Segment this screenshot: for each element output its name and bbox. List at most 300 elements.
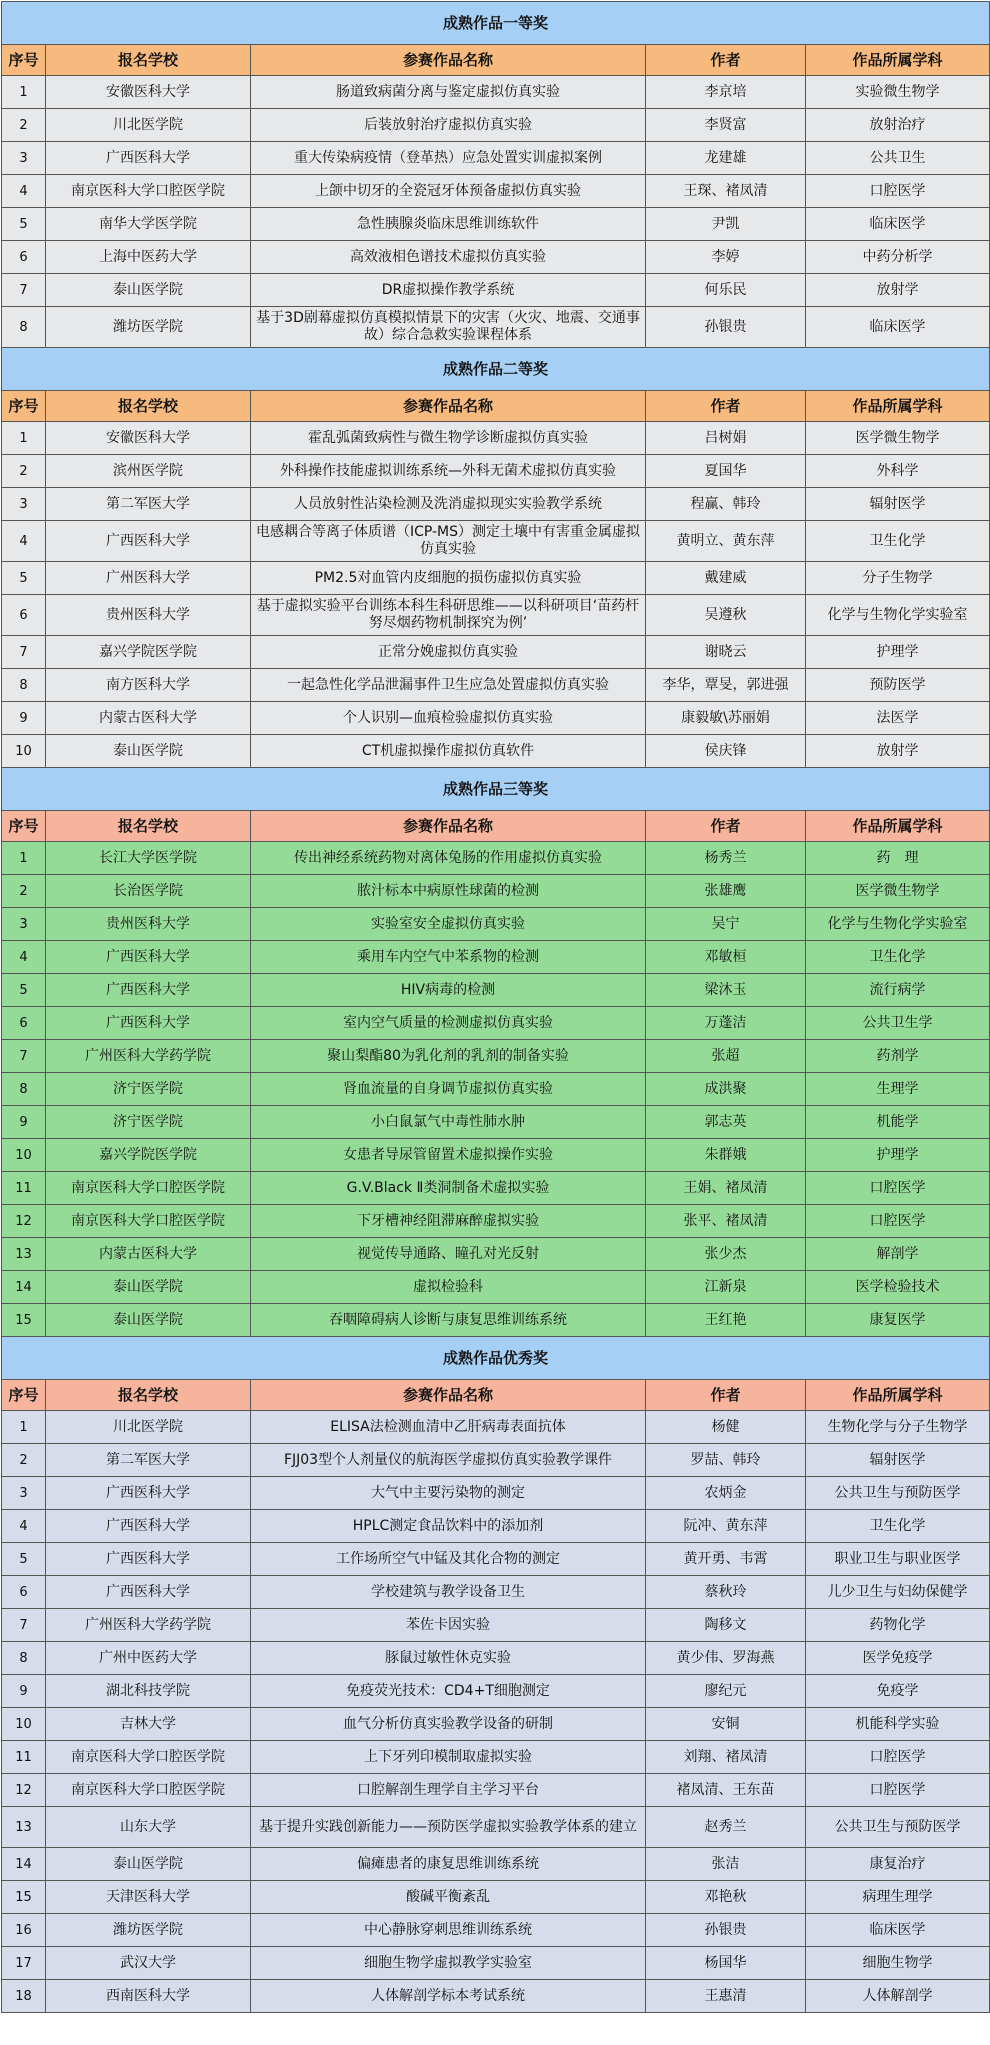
table-row (2, 1411, 990, 1444)
cell-index: 8 (2, 1073, 46, 1106)
cell-index: 11 (2, 1741, 46, 1774)
cell-author: 张平、褚凤清 (646, 1205, 806, 1238)
awards-table-body (2, 2, 990, 2013)
cell-index: 6 (2, 1576, 46, 1609)
cell-title: 肠道致病菌分离与鉴定虚拟仿真实验 (251, 76, 646, 109)
cell-index: 1 (2, 76, 46, 109)
cell-subject: 公共卫生与预防医学 (806, 1477, 990, 1510)
cell-index: 4 (2, 1510, 46, 1543)
cell-title: 口腔解剖生理学自主学习平台 (251, 1774, 646, 1807)
cell-school: 广西医科大学 (46, 1510, 251, 1543)
table-row (2, 1477, 990, 1510)
cell-school: 吉林大学 (46, 1708, 251, 1741)
cell-author: 程赢、韩玲 (646, 488, 806, 521)
cell-author: 邓艳秋 (646, 1881, 806, 1914)
cell-index: 15 (2, 1881, 46, 1914)
cell-title: 实验室安全虚拟仿真实验 (251, 908, 646, 941)
cell-title: 基于3D剧幕虚拟仿真模拟情景下的灾害（火灾、地震、交通事故）综合急救实验课程体系 (251, 307, 646, 348)
cell-author: 吴遵秋 (646, 595, 806, 636)
cell-subject: 康复医学 (806, 1304, 990, 1337)
cell-author: 张洁 (646, 1848, 806, 1881)
header-subject: 作品所属学科 (806, 811, 990, 842)
header-school: 报名学校 (46, 45, 251, 76)
cell-title: 室内空气质量的检测虚拟仿真实验 (251, 1007, 646, 1040)
header-subject: 作品所属学科 (806, 1380, 990, 1411)
cell-school: 川北医学院 (46, 1411, 251, 1444)
table-row (2, 1609, 990, 1642)
cell-title: 小白鼠氯气中毒性肺水肿 (251, 1106, 646, 1139)
header-subject: 作品所属学科 (806, 45, 990, 76)
cell-author: 尹凯 (646, 208, 806, 241)
table-row (2, 974, 990, 1007)
cell-author: 刘翔、褚凤清 (646, 1741, 806, 1774)
cell-title: 人体解剖学标本考试系统 (251, 1980, 646, 2013)
cell-title: 乘用车内空气中苯系物的检测 (251, 941, 646, 974)
cell-subject: 口腔医学 (806, 1172, 990, 1205)
cell-author: 戴建威 (646, 562, 806, 595)
cell-author: 黄少伟、罗海燕 (646, 1642, 806, 1675)
cell-index: 15 (2, 1304, 46, 1337)
cell-title: 聚山梨酯80为乳化剂的乳剂的制备实验 (251, 1040, 646, 1073)
cell-subject: 生理学 (806, 1073, 990, 1106)
header-title: 参赛作品名称 (251, 45, 646, 76)
cell-author: 吴宁 (646, 908, 806, 941)
cell-author: 农炳金 (646, 1477, 806, 1510)
header-row (2, 45, 990, 76)
cell-author: 康毅敏\苏丽娟 (646, 702, 806, 735)
cell-subject: 康复治疗 (806, 1848, 990, 1881)
cell-author: 褚凤清、王东苗 (646, 1774, 806, 1807)
cell-title: 高效液相色谱技术虚拟仿真实验 (251, 241, 646, 274)
cell-author: 王琛、褚凤清 (646, 175, 806, 208)
cell-subject: 实验微生物学 (806, 76, 990, 109)
table-row (2, 307, 990, 348)
cell-school: 泰山医学院 (46, 1271, 251, 1304)
section-title: 成熟作品三等奖 (2, 768, 990, 811)
cell-index: 3 (2, 488, 46, 521)
cell-school: 贵州医科大学 (46, 595, 251, 636)
cell-school: 南方医科大学 (46, 669, 251, 702)
table-row (2, 455, 990, 488)
table-row (2, 76, 990, 109)
cell-author: 蔡秋玲 (646, 1576, 806, 1609)
table-row (2, 735, 990, 768)
cell-index: 3 (2, 142, 46, 175)
cell-title: G.V.Black Ⅱ类洞制备术虚拟实验 (251, 1172, 646, 1205)
cell-subject: 机能科学实验 (806, 1708, 990, 1741)
table-row (2, 1708, 990, 1741)
cell-title: 正常分娩虚拟仿真实验 (251, 636, 646, 669)
cell-index: 9 (2, 1675, 46, 1708)
cell-title: CT机虚拟操作虚拟仿真软件 (251, 735, 646, 768)
cell-title: 上下牙列印模制取虚拟实验 (251, 1741, 646, 1774)
cell-author: 廖纪元 (646, 1675, 806, 1708)
header-school: 报名学校 (46, 391, 251, 422)
cell-author: 张超 (646, 1040, 806, 1073)
cell-index: 7 (2, 1609, 46, 1642)
cell-school: 南华大学医学院 (46, 208, 251, 241)
cell-index: 1 (2, 1411, 46, 1444)
section-title-row (2, 348, 990, 391)
cell-school: 山东大学 (46, 1807, 251, 1848)
table-row (2, 241, 990, 274)
table-row (2, 842, 990, 875)
table-row (2, 1510, 990, 1543)
cell-school: 内蒙古医科大学 (46, 702, 251, 735)
cell-title: 血气分析仿真实验教学设备的研制 (251, 1708, 646, 1741)
cell-author: 朱群娥 (646, 1139, 806, 1172)
cell-subject: 临床医学 (806, 1914, 990, 1947)
cell-author: 邓敏桓 (646, 941, 806, 974)
header-index: 序号 (2, 811, 46, 842)
cell-school: 广州中医药大学 (46, 1642, 251, 1675)
table-row (2, 1947, 990, 1980)
cell-author: 黄明立、黄东萍 (646, 521, 806, 562)
cell-title: 肾血流量的自身调节虚拟仿真实验 (251, 1073, 646, 1106)
header-subject: 作品所属学科 (806, 391, 990, 422)
cell-subject: 化学与生物化学实验室 (806, 595, 990, 636)
cell-school: 第二军医大学 (46, 488, 251, 521)
cell-title: 霍乱弧菌致病性与微生物学诊断虚拟仿真实验 (251, 422, 646, 455)
cell-title: 女患者导尿管留置术虚拟操作实验 (251, 1139, 646, 1172)
cell-index: 16 (2, 1914, 46, 1947)
cell-index: 5 (2, 208, 46, 241)
cell-author: 李贤富 (646, 109, 806, 142)
table-row (2, 908, 990, 941)
cell-school: 第二军医大学 (46, 1444, 251, 1477)
cell-subject: 口腔医学 (806, 1205, 990, 1238)
header-row (2, 811, 990, 842)
cell-author: 何乐民 (646, 274, 806, 307)
cell-index: 4 (2, 521, 46, 562)
cell-title: 吞咽障碍病人诊断与康复思维训练系统 (251, 1304, 646, 1337)
cell-subject: 护理学 (806, 636, 990, 669)
cell-title: 基于虚拟实验平台训练本科生科研思维——以科研项目‘苗药杆努尽烟药物机制探究为例’ (251, 595, 646, 636)
cell-school: 泰山医学院 (46, 1304, 251, 1337)
header-title: 参赛作品名称 (251, 391, 646, 422)
cell-school: 贵州医科大学 (46, 908, 251, 941)
cell-index: 7 (2, 1040, 46, 1073)
cell-index: 3 (2, 1477, 46, 1510)
cell-subject: 公共卫生与预防医学 (806, 1807, 990, 1848)
cell-school: 广西医科大学 (46, 1543, 251, 1576)
cell-subject: 儿少卫生与妇幼保健学 (806, 1576, 990, 1609)
cell-index: 14 (2, 1271, 46, 1304)
cell-author: 黄开勇、韦霄 (646, 1543, 806, 1576)
cell-subject: 病理生理学 (806, 1881, 990, 1914)
cell-school: 潍坊医学院 (46, 1914, 251, 1947)
table-row (2, 562, 990, 595)
cell-index: 9 (2, 1106, 46, 1139)
cell-title: 苯佐卡因实验 (251, 1609, 646, 1642)
cell-school: 南京医科大学口腔医学院 (46, 1741, 251, 1774)
header-school: 报名学校 (46, 811, 251, 842)
cell-index: 7 (2, 274, 46, 307)
cell-index: 8 (2, 307, 46, 348)
cell-index: 9 (2, 702, 46, 735)
section-title-row (2, 768, 990, 811)
cell-title: 脓汁标本中病原性球菌的检测 (251, 875, 646, 908)
cell-index: 12 (2, 1774, 46, 1807)
cell-school: 西南医科大学 (46, 1980, 251, 2013)
table-row (2, 1040, 990, 1073)
section-title: 成熟作品一等奖 (2, 2, 990, 45)
cell-author: 江新泉 (646, 1271, 806, 1304)
cell-index: 3 (2, 908, 46, 941)
table-row (2, 702, 990, 735)
cell-index: 6 (2, 1007, 46, 1040)
cell-author: 万蓬洁 (646, 1007, 806, 1040)
cell-school: 广州医科大学药学院 (46, 1040, 251, 1073)
table-row (2, 941, 990, 974)
table-row (2, 1576, 990, 1609)
cell-school: 广州医科大学 (46, 562, 251, 595)
cell-school: 广西医科大学 (46, 142, 251, 175)
cell-author: 赵秀兰 (646, 1807, 806, 1848)
cell-index: 6 (2, 595, 46, 636)
table-row (2, 1172, 990, 1205)
cell-school: 潍坊医学院 (46, 307, 251, 348)
header-index: 序号 (2, 1380, 46, 1411)
cell-subject: 中药分析学 (806, 241, 990, 274)
table-row (2, 1848, 990, 1881)
table-row (2, 1807, 990, 1848)
table-row (2, 109, 990, 142)
cell-school: 泰山医学院 (46, 735, 251, 768)
cell-subject: 护理学 (806, 1139, 990, 1172)
header-author: 作者 (646, 1380, 806, 1411)
header-row (2, 1380, 990, 1411)
cell-subject: 化学与生物化学实验室 (806, 908, 990, 941)
cell-school: 广州医科大学药学院 (46, 1609, 251, 1642)
table-row (2, 1304, 990, 1337)
cell-author: 杨秀兰 (646, 842, 806, 875)
table-row (2, 422, 990, 455)
header-school: 报名学校 (46, 1380, 251, 1411)
cell-subject: 机能学 (806, 1106, 990, 1139)
cell-school: 南京医科大学口腔医学院 (46, 1774, 251, 1807)
cell-author: 吕树娟 (646, 422, 806, 455)
cell-subject: 医学免疫学 (806, 1642, 990, 1675)
cell-subject: 放射治疗 (806, 109, 990, 142)
cell-school: 广西医科大学 (46, 1007, 251, 1040)
cell-index: 8 (2, 669, 46, 702)
cell-school: 广西医科大学 (46, 974, 251, 1007)
cell-title: 下牙槽神经阻滞麻醉虚拟实验 (251, 1205, 646, 1238)
cell-subject: 口腔医学 (806, 175, 990, 208)
cell-author: 杨健 (646, 1411, 806, 1444)
cell-index: 13 (2, 1807, 46, 1848)
header-index: 序号 (2, 45, 46, 76)
cell-title: DR虚拟操作教学系统 (251, 274, 646, 307)
cell-title: FJJ03型个人剂量仪的航海医学虚拟仿真实验教学课件 (251, 1444, 646, 1477)
cell-title: HPLC测定食品饮料中的添加剂 (251, 1510, 646, 1543)
table-row (2, 1642, 990, 1675)
watermark-text: 大牧新闻 (6, 2019, 71, 2038)
table-row (2, 521, 990, 562)
cell-index: 10 (2, 735, 46, 768)
cell-author: 罗喆、韩玲 (646, 1444, 806, 1477)
cell-title: 大气中主要污染物的测定 (251, 1477, 646, 1510)
header-author: 作者 (646, 811, 806, 842)
cell-author: 郭志英 (646, 1106, 806, 1139)
cell-index: 8 (2, 1642, 46, 1675)
cell-author: 杨国华 (646, 1947, 806, 1980)
cell-subject: 辐射医学 (806, 1444, 990, 1477)
cell-title: 偏瘫患者的康复思维训练系统 (251, 1848, 646, 1881)
header-row (2, 391, 990, 422)
cell-subject: 医学微生物学 (806, 422, 990, 455)
table-row (2, 1980, 990, 2013)
cell-school: 南京医科大学口腔医学院 (46, 1205, 251, 1238)
table-row (2, 1205, 990, 1238)
header-title: 参赛作品名称 (251, 811, 646, 842)
cell-title: 免疫荧光技术：CD4+T细胞测定 (251, 1675, 646, 1708)
cell-title: 虚拟检验科 (251, 1271, 646, 1304)
cell-index: 13 (2, 1238, 46, 1271)
cell-index: 5 (2, 562, 46, 595)
table-row (2, 1741, 990, 1774)
cell-index: 11 (2, 1172, 46, 1205)
cell-author: 王红艳 (646, 1304, 806, 1337)
cell-title: 上颌中切牙的全瓷冠牙体预备虚拟仿真实验 (251, 175, 646, 208)
cell-subject: 药剂学 (806, 1040, 990, 1073)
header-index: 序号 (2, 391, 46, 422)
header-author: 作者 (646, 45, 806, 76)
cell-title: 学校建筑与教学设备卫生 (251, 1576, 646, 1609)
cell-subject: 人体解剖学 (806, 1980, 990, 2013)
cell-school: 广西医科大学 (46, 1576, 251, 1609)
cell-index: 2 (2, 1444, 46, 1477)
table-row (2, 1914, 990, 1947)
table-row (2, 208, 990, 241)
cell-school: 济宁医学院 (46, 1073, 251, 1106)
section-title-row (2, 2, 990, 45)
cell-author: 王娟、褚凤清 (646, 1172, 806, 1205)
table-row (2, 1543, 990, 1576)
cell-author: 李华，覃旻，郭进强 (646, 669, 806, 702)
cell-index: 2 (2, 455, 46, 488)
cell-school: 南京医科大学口腔医学院 (46, 1172, 251, 1205)
cell-title: 基于提升实践创新能力——预防医学虚拟实验教学体系的建立 (251, 1807, 646, 1848)
cell-author: 孙银贵 (646, 1914, 806, 1947)
cell-index: 17 (2, 1947, 46, 1980)
cell-index: 7 (2, 636, 46, 669)
cell-subject: 药 理 (806, 842, 990, 875)
cell-index: 10 (2, 1139, 46, 1172)
cell-school: 长治医学院 (46, 875, 251, 908)
cell-title: 细胞生物学虚拟教学实验室 (251, 1947, 646, 1980)
section-title: 成熟作品优秀奖 (2, 1337, 990, 1380)
cell-subject: 公共卫生学 (806, 1007, 990, 1040)
cell-subject: 临床医学 (806, 307, 990, 348)
cell-index: 5 (2, 1543, 46, 1576)
cell-subject: 细胞生物学 (806, 1947, 990, 1980)
cell-title: 重大传染病疫情（登革热）应急处置实训虚拟案例 (251, 142, 646, 175)
cell-school: 天津医科大学 (46, 1881, 251, 1914)
table-row (2, 595, 990, 636)
cell-author: 李京培 (646, 76, 806, 109)
table-row (2, 1881, 990, 1914)
table-row (2, 1106, 990, 1139)
cell-school: 泰山医学院 (46, 274, 251, 307)
table-row (2, 1238, 990, 1271)
cell-subject: 口腔医学 (806, 1774, 990, 1807)
cell-subject: 卫生化学 (806, 521, 990, 562)
cell-subject: 生物化学与分子生物学 (806, 1411, 990, 1444)
cell-school: 武汉大学 (46, 1947, 251, 1980)
cell-school: 南京医科大学口腔医学院 (46, 175, 251, 208)
cell-subject: 药物化学 (806, 1609, 990, 1642)
cell-title: 中心静脉穿刺思维训练系统 (251, 1914, 646, 1947)
cell-school: 上海中医药大学 (46, 241, 251, 274)
cell-school: 嘉兴学院医学院 (46, 1139, 251, 1172)
table-row (2, 1007, 990, 1040)
cell-school: 安徽医科大学 (46, 76, 251, 109)
cell-subject: 医学微生物学 (806, 875, 990, 908)
cell-school: 广西医科大学 (46, 1477, 251, 1510)
table-row (2, 636, 990, 669)
cell-subject: 放射学 (806, 274, 990, 307)
cell-index: 4 (2, 941, 46, 974)
cell-index: 2 (2, 109, 46, 142)
cell-school: 湖北科技学院 (46, 1675, 251, 1708)
table-row (2, 1774, 990, 1807)
cell-index: 1 (2, 842, 46, 875)
table-row (2, 1271, 990, 1304)
cell-index: 10 (2, 1708, 46, 1741)
cell-school: 长江大学医学院 (46, 842, 251, 875)
table-row (2, 142, 990, 175)
cell-school: 广西医科大学 (46, 941, 251, 974)
table-row (2, 669, 990, 702)
cell-author: 李婷 (646, 241, 806, 274)
cell-index: 18 (2, 1980, 46, 2013)
header-title: 参赛作品名称 (251, 1380, 646, 1411)
cell-author: 成洪聚 (646, 1073, 806, 1106)
cell-title: 酸碱平衡紊乱 (251, 1881, 646, 1914)
cell-school: 泰山医学院 (46, 1848, 251, 1881)
table-row (2, 875, 990, 908)
cell-subject: 流行病学 (806, 974, 990, 1007)
cell-index: 2 (2, 875, 46, 908)
cell-title: 工作场所空气中锰及其化合物的测定 (251, 1543, 646, 1576)
cell-school: 安徽医科大学 (46, 422, 251, 455)
cell-title: 人员放射性沾染检测及洗消虚拟现实实验教学系统 (251, 488, 646, 521)
table-row (2, 488, 990, 521)
cell-author: 陶移文 (646, 1609, 806, 1642)
cell-school: 嘉兴学院医学院 (46, 636, 251, 669)
cell-author: 谢晓云 (646, 636, 806, 669)
cell-title: 电感耦合等离子体质谱（ICP-MS）测定土壤中有害重金属虚拟仿真实验 (251, 521, 646, 562)
cell-school: 川北医学院 (46, 109, 251, 142)
cell-subject: 解剖学 (806, 1238, 990, 1271)
cell-subject: 分子生物学 (806, 562, 990, 595)
cell-school: 内蒙古医科大学 (46, 1238, 251, 1271)
cell-title: 急性胰腺炎临床思维训练软件 (251, 208, 646, 241)
cell-index: 4 (2, 175, 46, 208)
cell-subject: 公共卫生 (806, 142, 990, 175)
cell-index: 14 (2, 1848, 46, 1881)
cell-subject: 临床医学 (806, 208, 990, 241)
cell-author: 阮冲、黄东萍 (646, 1510, 806, 1543)
cell-subject: 辐射医学 (806, 488, 990, 521)
cell-index: 6 (2, 241, 46, 274)
cell-author: 张少杰 (646, 1238, 806, 1271)
cell-author: 夏国华 (646, 455, 806, 488)
cell-author: 王惠清 (646, 1980, 806, 2013)
cell-author: 梁沐玉 (646, 974, 806, 1007)
